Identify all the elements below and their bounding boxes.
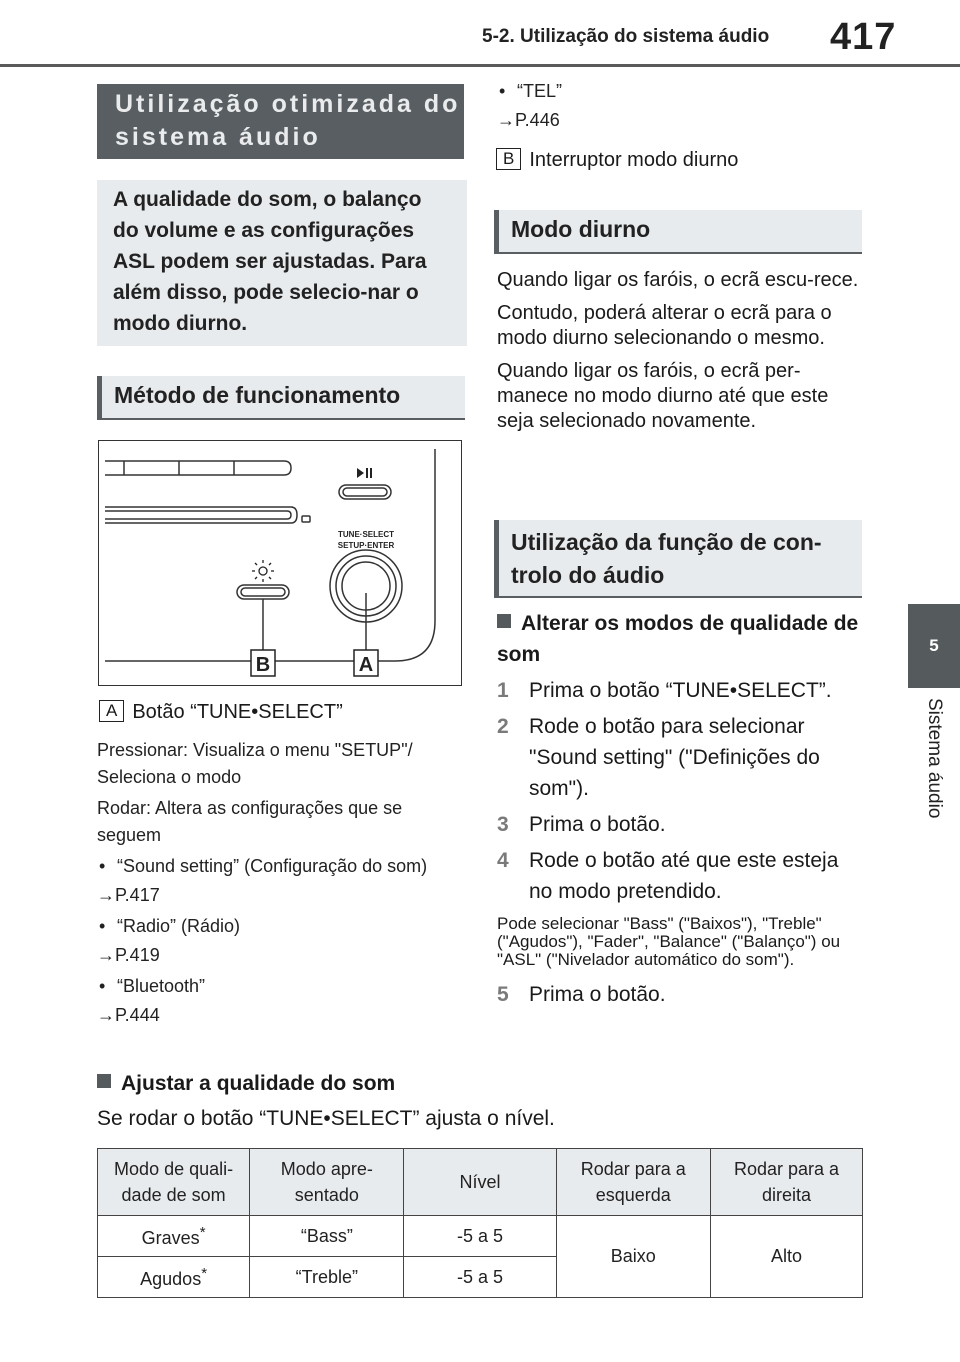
chapter-tab: 5	[908, 604, 960, 688]
heading-operation-method: Método de funcionamento	[97, 376, 465, 420]
sun-icon	[252, 560, 274, 582]
knob-label-setup: SETUP·ENTER	[337, 541, 395, 550]
label-box-a: A	[99, 700, 124, 722]
column-header: Nível	[404, 1149, 556, 1216]
step-item: 4 Rode o botão até que este esteja no modo pretendido.	[497, 849, 839, 903]
paragraph: Quando ligar os faróis, o ecrã per-manece no modo diurno até que este seja selecionado novamente.	[497, 360, 829, 432]
step-item: 5 Prima o botão.	[497, 983, 666, 1006]
control-panel-diagram	[98, 440, 462, 686]
table-cell: -5 a 5	[404, 1257, 556, 1298]
note-text: Pode selecionar "Bass" ("Baixos"), "Treble" ("Agudos"), "Fader", "Balance" ("Balanço") ou "ASL" ("Nivelador automático do som").	[497, 914, 841, 969]
page-number: 417	[830, 16, 897, 58]
page-ref: →P.417	[97, 885, 160, 905]
square-bullet-icon	[97, 1074, 111, 1088]
button-a-text: Botão “TUNE•SELECT”	[132, 701, 343, 723]
rotate-text: Rodar: Altera as configurações que se seguem	[97, 798, 403, 845]
chapter-side-label	[908, 698, 960, 858]
button-b-caption	[496, 148, 738, 172]
list-item: • “Bluetooth”	[97, 973, 467, 1000]
table-cell: Agudos*	[98, 1257, 250, 1298]
tel-item-block	[497, 78, 867, 138]
callout-a: A	[358, 654, 374, 676]
column-header: Rodar para a direita	[711, 1149, 863, 1216]
column-header: Modo de quali-dade de som	[98, 1149, 250, 1216]
step-item: 3 Prima o botão.	[497, 813, 666, 836]
list-item: • “Radio” (Rádio)	[97, 913, 467, 940]
table-row	[98, 1216, 863, 1257]
heading-day-mode: Modo diurno	[494, 210, 862, 254]
column-header: Modo apre-sentado	[250, 1149, 404, 1216]
sound-settings-table	[97, 1148, 863, 1298]
intro-box: A qualidade do som, o balanço do volume e as configurações ASL podem ser ajustadas. Para além disso, pode selecio-nar o modo diurno.	[97, 180, 467, 346]
button-a-description	[97, 737, 467, 1033]
table-header-row	[98, 1149, 863, 1216]
day-mode-text	[497, 268, 862, 442]
button-a-caption	[99, 700, 343, 724]
paragraph: Quando ligar os faróis, o ecrã escu-rece.	[497, 269, 859, 291]
column-header: Rodar para a esquerda	[556, 1149, 710, 1216]
page-ref: →P.444	[97, 1005, 160, 1025]
chapter-title: Sistema áudio	[924, 698, 945, 819]
table-cell: “Treble”	[250, 1257, 404, 1298]
table-cell: Graves*	[98, 1216, 250, 1257]
table-cell: -5 a 5	[404, 1216, 556, 1257]
button-b-text: Interruptor modo diurno	[529, 149, 739, 171]
knob-label-tune: TUNE·SELECT	[338, 530, 394, 539]
subheading: Ajustar a qualidade do som	[97, 1068, 857, 1099]
step-item: 1 Prima o botão “TUNE•SELECT”.	[497, 679, 832, 702]
sound-mode-steps	[497, 608, 865, 1015]
section-title: 5-2. Utilização do sistema áudio	[482, 26, 770, 47]
label-box-b: B	[496, 148, 521, 170]
square-bullet-icon	[497, 614, 511, 628]
page-ref: →P.419	[97, 945, 160, 965]
page-ref: →P.446	[497, 110, 560, 130]
subheading: Alterar os modos de qualidade de som	[497, 612, 859, 666]
cd-slot-top	[105, 461, 291, 475]
paragraph: Contudo, poderá alterar o ecrã para o modo diurno selecionando o mesmo.	[497, 302, 832, 349]
panel-illustration	[99, 441, 461, 685]
paragraph: Se rodar o botão “TUNE•SELECT” ajusta o nível.	[97, 1107, 555, 1130]
heading-audio-control: Utilização da função de con-trolo do áudio	[494, 520, 862, 598]
table-cell: “Bass”	[250, 1216, 404, 1257]
press-text: Pressionar: Visualiza o menu "SETUP"/ Seleciona o modo	[97, 740, 413, 787]
step-item: 2 Rode o botão para selecionar "Sound setting" ("Definições do som").	[497, 715, 820, 800]
list-item: • “Sound setting” (Configuração do som)	[97, 853, 467, 880]
table-cell: Alto	[711, 1216, 863, 1298]
callout-b: B	[255, 654, 271, 676]
disc-slot	[105, 507, 297, 523]
header-rule	[0, 64, 960, 67]
section-heading-optimized-use: Utilização otimizada do sistema áudio	[97, 84, 464, 159]
list-item: • “TEL”	[497, 78, 867, 105]
table-cell: Baixo	[556, 1216, 710, 1298]
sound-quality-section	[97, 1068, 857, 1131]
